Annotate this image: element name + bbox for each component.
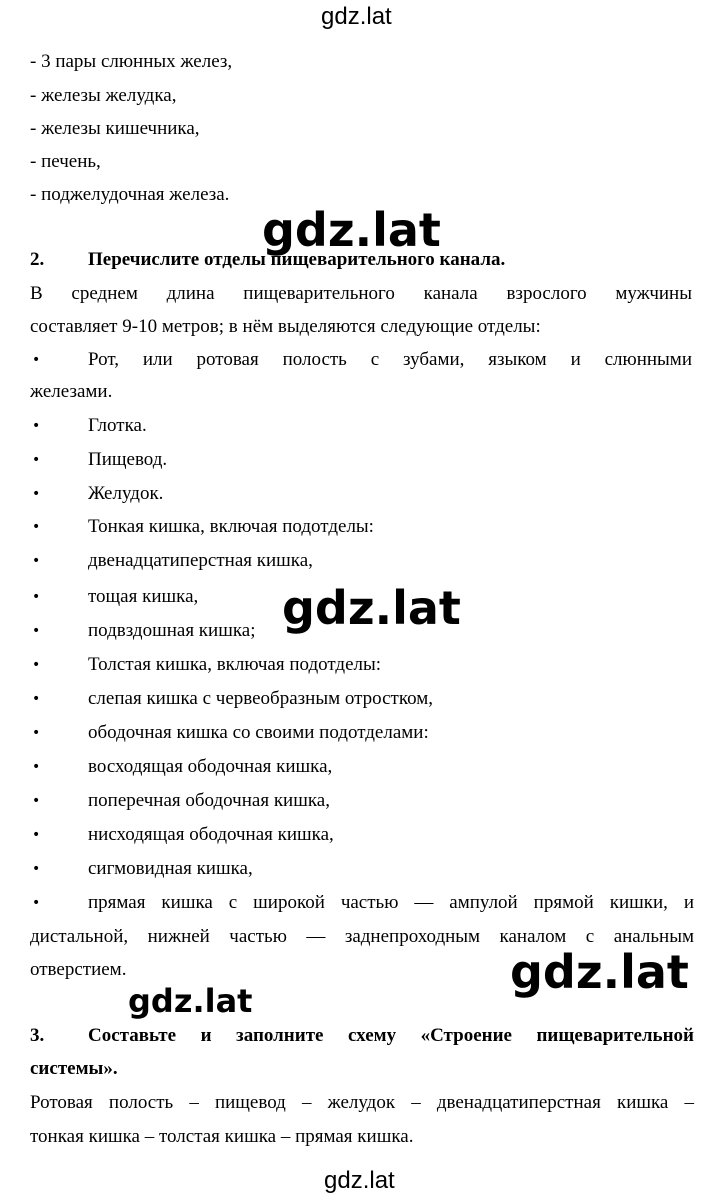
list-item: - железы желудка, — [30, 85, 177, 106]
bullet-icon: • — [32, 691, 41, 707]
bullet-icon: • — [32, 793, 41, 809]
watermark-large: gdz.lat — [510, 945, 689, 999]
watermark-large: gdz.lat — [262, 203, 441, 257]
list-item: Толстая кишка, включая подотделы: — [88, 654, 382, 675]
bullet-icon: • — [32, 553, 41, 569]
list-item: нисходящая ободочная кишка, — [88, 824, 334, 845]
list-item: - железы кишечника, — [30, 118, 200, 139]
watermark-top: gdz.lat — [321, 3, 392, 30]
list-item: ободочная кишка со своими подотделами: — [88, 722, 429, 743]
list-item: Тонкая кишка, включая подотделы: — [88, 516, 374, 537]
list-item-continuation: отверстием. — [30, 959, 127, 980]
list-item: Пищевод. — [88, 449, 168, 470]
bullet-icon: • — [32, 657, 41, 673]
watermark-bottom: gdz.lat — [324, 1167, 395, 1194]
list-item-continuation: дистальной, нижней частью — заднепроходным каналом с анальным — [30, 926, 694, 947]
bullet-icon: • — [32, 418, 41, 434]
paragraph-line: В среднем длина пищеварительного канала взрослого мужчины — [30, 283, 692, 304]
bullet-icon: • — [32, 759, 41, 775]
bullet-icon: • — [32, 486, 41, 502]
watermark-large: gdz.lat — [282, 581, 461, 635]
question-number: 2. — [30, 249, 45, 270]
list-item-continuation: железами. — [30, 381, 113, 402]
bullet-icon: • — [32, 827, 41, 843]
list-item: слепая кишка с червеобразным отростком, — [88, 688, 434, 709]
paragraph-line: составляет 9-10 метров; в нём выделяются следующие отделы: — [30, 316, 541, 337]
answer-line: тонкая кишка – толстая кишка – прямая кишка. — [30, 1126, 414, 1147]
watermark-medium: gdz.lat — [128, 982, 253, 1020]
list-item: тощая кишка, — [88, 586, 199, 607]
list-item: восходящая ободочная кишка, — [88, 756, 333, 777]
bullet-icon: • — [32, 895, 41, 911]
list-item: - печень, — [30, 151, 101, 172]
question-title: Составьте и заполните схему «Строение пищеварительной — [88, 1025, 694, 1046]
list-item: подвздошная кишка; — [88, 620, 256, 641]
answer-line: Ротовая полость – пищевод – желудок – двенадцатиперстная кишка – — [30, 1092, 694, 1113]
list-item: Желудок. — [88, 483, 164, 504]
question-title: Перечислите отделы пищеварительного канала. — [88, 249, 506, 270]
list-item: прямая кишка с широкой частью — ампулой прямой кишки, и — [88, 892, 694, 913]
bullet-icon: • — [32, 352, 41, 368]
list-item: двенадцатиперстная кишка, — [88, 550, 313, 571]
list-item: Рот, или ротовая полость с зубами, языком и слюнными — [88, 349, 692, 370]
bullet-icon: • — [32, 623, 41, 639]
list-item: - поджелудочная железа. — [30, 184, 230, 205]
question-title-continuation: системы». — [30, 1058, 118, 1079]
list-item: - 3 пары слюнных желез, — [30, 51, 233, 72]
list-item: поперечная ободочная кишка, — [88, 790, 330, 811]
question-number: 3. — [30, 1025, 45, 1046]
bullet-icon: • — [32, 452, 41, 468]
bullet-icon: • — [32, 519, 41, 535]
bullet-icon: • — [32, 725, 41, 741]
list-item: сигмовидная кишка, — [88, 858, 253, 879]
list-item: Глотка. — [88, 415, 147, 436]
bullet-icon: • — [32, 861, 41, 877]
bullet-icon: • — [32, 589, 41, 605]
